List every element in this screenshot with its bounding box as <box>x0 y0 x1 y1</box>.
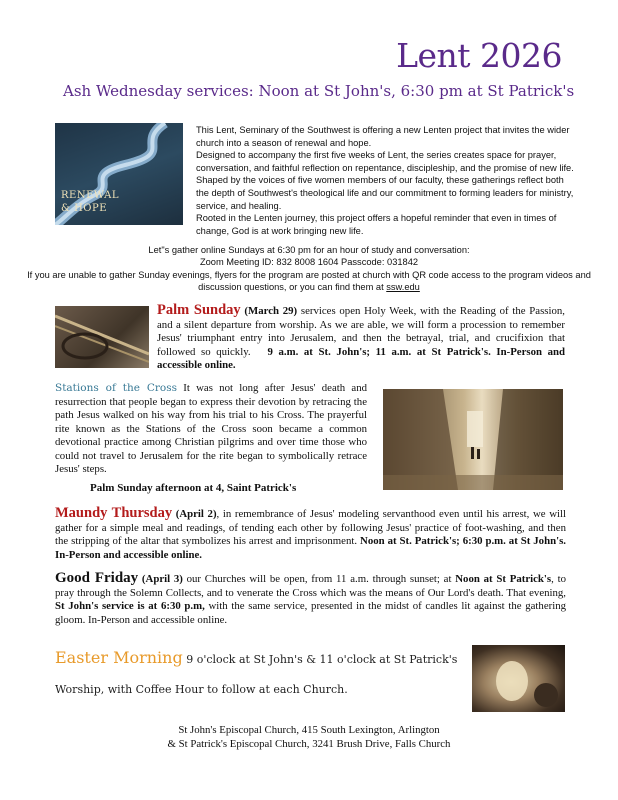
palm-sunday-heading: Palm Sunday <box>157 302 241 318</box>
stations-section: Stations of the Cross It was not long after Jesus' death and resurrection that people began to express their devotion by retracing the path Jesus walked on his way from his trial to his Cross. The prayerful rite known as the Stations of the Cross soon became a common devotional practice among Christian pilgrims and over time those who could not travel to Jerusalem for the rite began to symbolically retrace Jesus' steps. <box>55 382 367 475</box>
online-gathering-info: Let"s gather online Sundays at 6:30 pm for an hour of study and conversation: Zoom Meeting ID: 832 8008 1604 Passcode: 031842 If you are unable to gather Sunday evenings, flyers for the program are posted at church with QR code access to the program videos and discussion questions, or you can find them at ssw.edu <box>27 245 591 293</box>
intro-paragraph: Rooted in the Lenten journey, this project offers a hopeful reminder that even in times of change, God is at work bringing new life. <box>196 213 557 236</box>
intro-paragraph: This Lent, Seminary of the Southwest is offering a new Lenten project that invites the wider church into a season of renewal and hope. <box>196 125 570 148</box>
palm-sunday-times: 9 a.m. at St. John's; 11 a.m. at St Patrick's. In-Person and accessible online. <box>157 345 566 372</box>
maundy-date: (April 2) <box>175 508 217 520</box>
intro-text <box>196 124 576 237</box>
page-subtitle: Ash Wednesday services: Noon at St John's, 6:30 pm at St Patrick's <box>63 82 575 100</box>
palm-sunday-section: Palm Sunday (March 29) services open Holy Week, with the Reading of the Passion, and a silent departure from worship. As we are able, we will form a procession to remember Jesus' triumphant entry into Jerusalem, and then the betrayal, trial, and crucifixion that followed so quickly. 9 a.m. at St. John's; 11 a.m. at St Patrick's. In-Person and accessible online. <box>157 302 566 372</box>
maundy-heading: Maundy Thursday <box>55 505 173 521</box>
good-friday-date: (April 3) <box>141 573 183 585</box>
easter-worship-note: Worship, with Coffee Hour to follow at each Church. <box>55 683 348 696</box>
palm-crown-image <box>55 306 149 368</box>
page-title: Lent 2026 <box>396 36 562 75</box>
renewal-hope-image <box>55 123 183 225</box>
footer-line: St John's Episcopal Church, 415 South Lexington, Arlington <box>178 724 440 736</box>
easter-times: 9 o'clock at St John's & 11 o'clock at St Patrick's <box>182 653 458 666</box>
intro-paragraph: Designed to accompany the first five weeks of Lent, the series creates space for prayer, conversation, and faithful reflection on repentance, discipleship, and the promise of new life. Shaped by the voices of five women members of our faculty, these gatherings reflect both the depth of Southwest's theological life and our commitment to forming leaders for ministry, service, and healing. <box>196 150 574 211</box>
easter-heading: Easter Morning <box>55 648 183 667</box>
footer-line: & St Patrick's Episcopal Church, 3241 Brush Drive, Falls Church <box>167 737 451 750</box>
good-friday-section: Good Friday (April 3) our Churches will be open, from 11 a.m. through sunset; at Noon at St Patrick's, to pray through the Solemn Collects, and to venerate the Cross which was the means of Our Lord's death. That evening, St John's service is at 6:30 p.m, with the same service, presented in the midst of candles lit against the gathering gloom. In-Person and accessible online. <box>55 570 566 626</box>
maundy-times: Noon at St. Patrick's; 6:30 p.m. at St John's. In-Person and accessible online. <box>55 535 566 561</box>
palm-sunday-date: (March 29) <box>244 305 298 317</box>
easter-section <box>55 648 457 667</box>
ssw-link[interactable]: ssw.edu <box>386 282 420 293</box>
renewal-caption: RENEWAL & HOPE <box>61 190 120 214</box>
stations-heading: Stations of the Cross <box>55 382 177 394</box>
footer-addresses <box>20 724 598 751</box>
palm-sunday-afternoon: Palm Sunday afternoon at 4, Saint Patrick's <box>90 482 297 494</box>
empty-tomb-image <box>472 645 565 712</box>
jerusalem-street-image <box>383 389 563 490</box>
maundy-thursday-section: Maundy Thursday (April 2), in remembrance of Jesus' modeling servanthood even until his arrest, we will gather for a simple meal and readings, of tending each other by following Jesus' practice of foot-washing, and then the stripping of the altar that symbolizes his arrest and imprisonment. Noon at St. Patrick's; 6:30 p.m. at St John's. In-Person and accessible online. <box>55 505 566 561</box>
good-friday-heading: Good Friday <box>55 570 139 586</box>
